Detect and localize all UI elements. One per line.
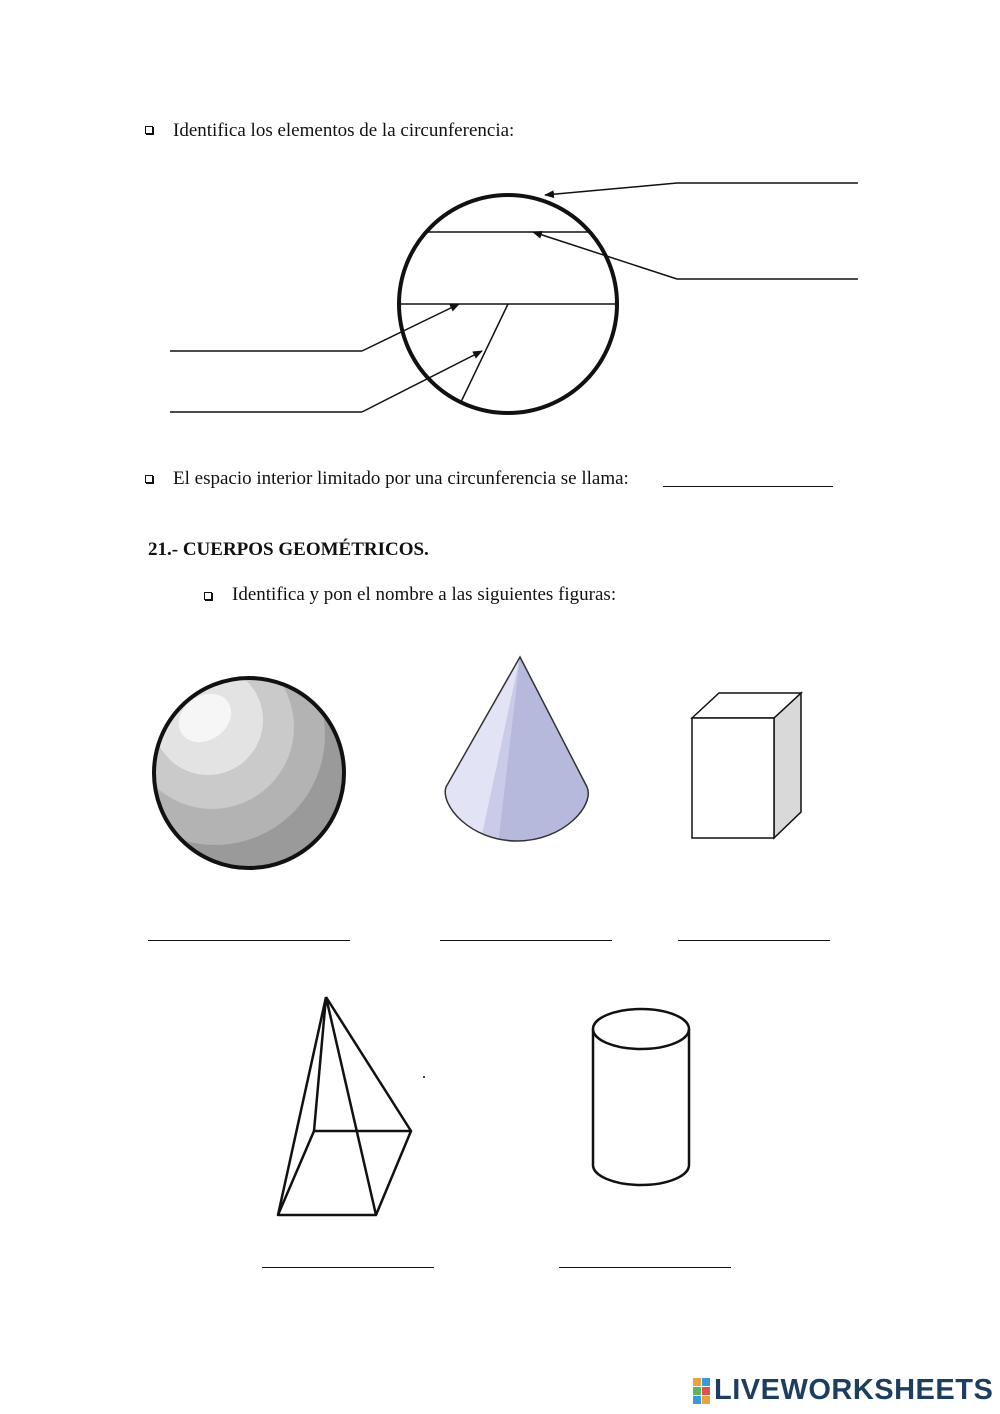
answer-line-prism[interactable] xyxy=(678,940,830,941)
stray-dot xyxy=(423,1076,425,1078)
answer-line-cone[interactable] xyxy=(440,940,612,941)
sphere-figure xyxy=(105,625,344,868)
circle-diagram xyxy=(0,0,1000,440)
arrow-circumference xyxy=(545,183,677,195)
cylinder-figure xyxy=(593,1009,689,1185)
logo-text: LIVEWORKSHEETS xyxy=(714,1374,994,1406)
rectangular-prism-figure xyxy=(692,693,801,838)
section-heading: 21.- CUERPOS GEOMÉTRICOS. xyxy=(148,539,429,560)
figures-row-1 xyxy=(0,640,1000,900)
arrow-chord xyxy=(533,232,677,279)
circle-question: El espacio interior limitado por una circunferencia se llama: xyxy=(173,468,629,489)
pyramid-figure xyxy=(278,997,411,1215)
bullet-icon xyxy=(145,475,153,483)
answer-line-sphere[interactable] xyxy=(148,940,350,941)
bullet-icon xyxy=(204,592,212,600)
answer-line-circle-interior[interactable] xyxy=(663,486,833,487)
cone-figure xyxy=(440,657,588,845)
bodies-instruction: Identifica y pon el nombre a las siguientes figuras: xyxy=(232,584,617,605)
answer-line-pyramid[interactable] xyxy=(262,1267,434,1268)
answer-line-cylinder[interactable] xyxy=(559,1267,731,1268)
figures-row-2 xyxy=(0,985,1000,1235)
circle-instruction: Identifica los elementos de la circunferencia: xyxy=(173,120,515,141)
radius xyxy=(460,304,508,404)
liveworksheets-logo xyxy=(693,1374,993,1407)
logo-mark-icon xyxy=(693,1378,710,1404)
arrow-diameter xyxy=(362,304,459,351)
